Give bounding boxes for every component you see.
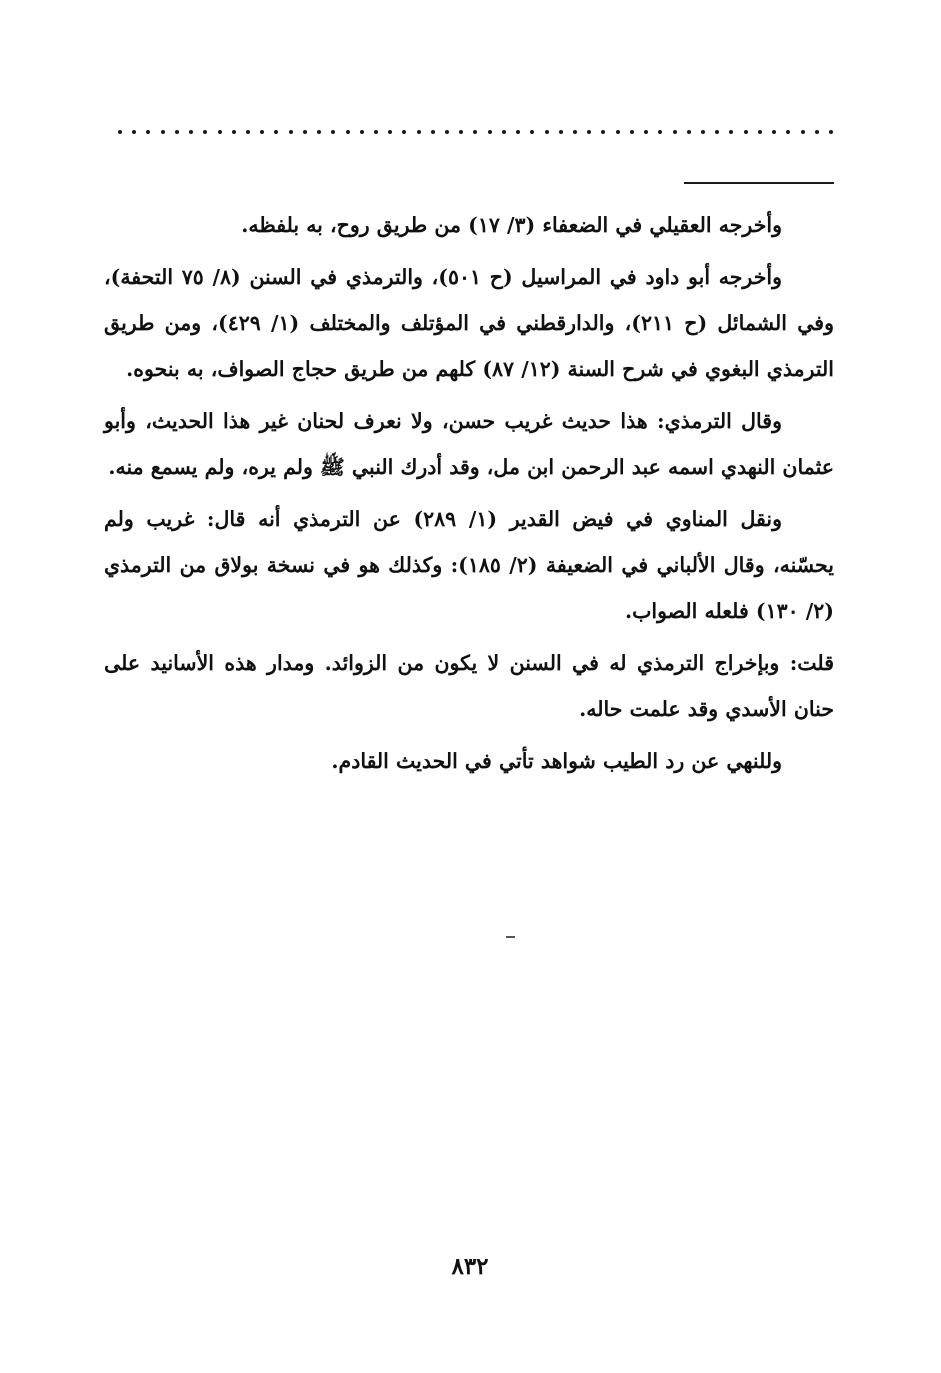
separator-dot: [488, 130, 492, 134]
separator-dot: [701, 130, 705, 134]
separator-dot: [616, 130, 620, 134]
separator-dot: [516, 130, 520, 134]
separator-dot: [303, 130, 307, 134]
separator-dot: [445, 130, 449, 134]
separator-dot: [374, 130, 378, 134]
separator-dot: [829, 130, 833, 134]
footnote-paragraph: وقال الترمذي: هذا حديث غريب حسن، ولا نعرف لحنان غير هذا الحديث، وأبو عثمان النهدي اسمه عبد الرحمن ابن مل، وقد أدرك النبي ﷺ ولم يره، ولم يسمع منه.: [104, 409, 834, 479]
separator-dot: [644, 130, 648, 134]
separator-dot: [175, 130, 179, 134]
separator-dot: [118, 130, 122, 134]
footnote-paragraph: وأخرجه العقيلي في الضعفاء (٣/ ١٧) من طريق روح، به بلفظه.: [241, 213, 782, 237]
separator-dot: [545, 130, 549, 134]
separator-dot: [587, 130, 591, 134]
separator-dot: [346, 130, 350, 134]
scan-mark: [506, 936, 515, 938]
separator-dot: [417, 130, 421, 134]
separator-dot: [260, 130, 264, 134]
separator-dot: [772, 130, 776, 134]
separator-dot: [274, 130, 278, 134]
separator-dot: [189, 130, 193, 134]
footnote-paragraph: وللنهي عن رد الطيب شواهد تأتي في الحديث القادم.: [331, 749, 782, 773]
separator-dot: [402, 130, 406, 134]
separator-dot: [786, 130, 790, 134]
separator-dot: [601, 130, 605, 134]
separator-dot: [459, 130, 463, 134]
separator-dot: [630, 130, 634, 134]
footnote-paragraph: ونقل المناوي في فيض القدير (١/ ٢٨٩) عن الترمذي أنه قال: غريب ولم يحسّنه، وقال الألباني في الضعيفة (٢/ ١٨٥): وكذلك هو في نسخة بولاق من الترمذي (٢/ ١٣٠) فلعله الصواب.: [104, 507, 834, 623]
separator-dot: [658, 130, 662, 134]
separator-dot: [801, 130, 805, 134]
separator-dot: [161, 130, 165, 134]
separator-dot: [573, 130, 577, 134]
separator-dot: [744, 130, 748, 134]
separator-dot: [473, 130, 477, 134]
separator-dot: [203, 130, 207, 134]
separator-dot: [715, 130, 719, 134]
page-number: ٨٣٢: [451, 1253, 489, 1280]
footnote-paragraph: قلت: وبإخراج الترمذي له في السنن لا يكون من الزوائد. ومدار هذه الأسانيد على حنان الأسدي وقد علمت حاله.: [104, 651, 834, 721]
separator-dot: [331, 130, 335, 134]
separator-dot: [146, 130, 150, 134]
footnote-paragraph: وأخرجه أبو داود في المراسيل (ح ٥٠١)، والترمذي في السنن (٨/ ٧٥ التحفة)، وفي الشمائل (ح ٢١١)، والدارقطني في المؤتلف والمختلف (١/ ٤٢٩)، ومن طريق الترمذي البغوي في شرح السنة (١٢/ ٨٧) كلهم من طريق حجاج الصواف، به بنحوه.: [104, 265, 834, 381]
separator-dot: [559, 130, 563, 134]
separator-dot: [758, 130, 762, 134]
separator-dot: [289, 130, 293, 134]
separator-dot: [815, 130, 819, 134]
separator-dot: [673, 130, 677, 134]
separator-dot: [317, 130, 321, 134]
separator-dot: [232, 130, 236, 134]
separator-dot: [530, 130, 534, 134]
dotted-separator: [118, 128, 833, 136]
footnote-text: [104, 202, 834, 790]
separator-dot: [246, 130, 250, 134]
separator-dot: [431, 130, 435, 134]
separator-dot: [132, 130, 136, 134]
separator-dot: [687, 130, 691, 134]
footnote-rule: [684, 182, 834, 184]
separator-dot: [729, 130, 733, 134]
separator-dot: [388, 130, 392, 134]
separator-dot: [360, 130, 364, 134]
separator-dot: [502, 130, 506, 134]
separator-dot: [218, 130, 222, 134]
